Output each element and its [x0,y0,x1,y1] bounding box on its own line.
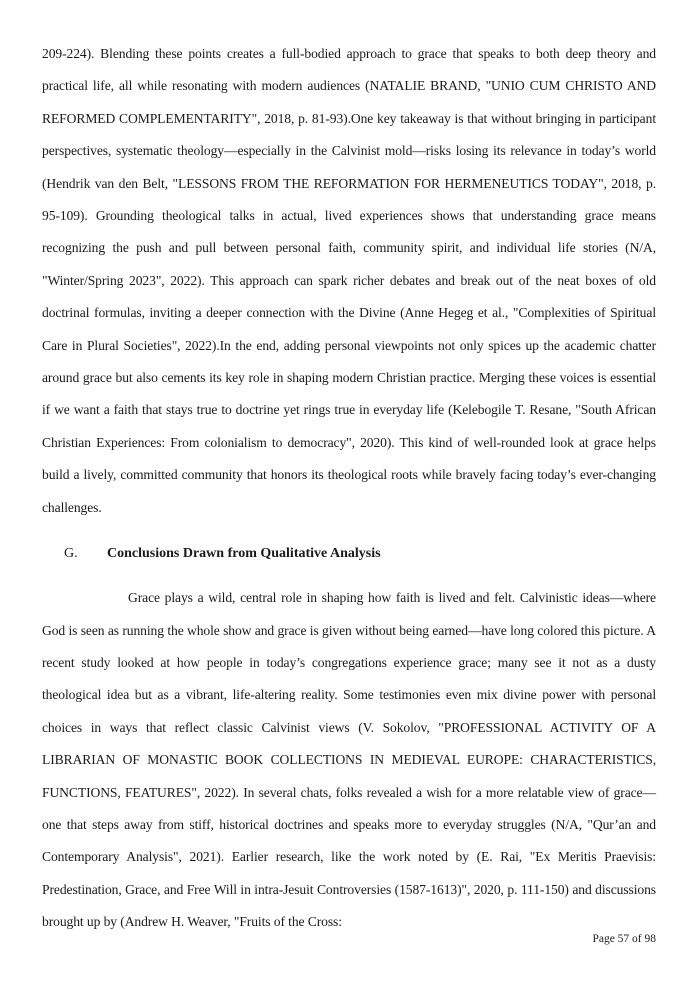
body-paragraph: 209-224). Blending these points creates a full-bodied approach to grace that speaks to both deep theory and practical life, all while resonating with modern audiences (NATALIE BRAND, "UNIO CUM CHRISTO AND REFORMED COMPLEMENTARITY", 2018, p. 81-93).One key takeaway is that without bringing in participant perspectives, systematic theology—especially in the Calvinist mold—risks losing its relevance in today’s world (Hendrik van den Belt, "LESSONS FROM THE REFORMATION FOR HERMENEUTICS TODAY", 2018, p. 95-109). Grounding theological talks in actual, lived experiences shows that understanding grace means recognizing the push and pull between personal faith, community spirit, and individual life stories (N/A, "Winter/Spring 2023", 2022). This approach can spark richer debates and break out of the neat boxes of old doctrinal formulas, inviting a deeper connection with the Divine (Anne Hegeg et al., "Complexities of Spiritual Care in Plural Societies", 2022).In the end, adding personal viewpoints not only spices up the academic chatter around grace but also cements its key role in shaping modern Christian practice. Merging these voices is essential if we want a faith that stays true to doctrine yet rings true in everyday life (Kelebogile T. Resane, "South African Christian Experiences: From colonialism to democracy", 2020). This kind of well-rounded look at grace helps build a lively, committed community that honors its theological roots while bravely facing today’s ever-changing challenges. [42,46,656,515]
section-title: Conclusions Drawn from Qualitative Analysis [107,546,381,562]
document-page [42,38,656,939]
body-paragraph: Grace plays a wild, central role in shaping how faith is lived and felt. Calvinistic ideas—where God is seen as running the whole show and grace is given without being earned—have long colored this picture. A recent study looked at how people in today’s congregations experience grace; many see it not as a dusty theological idea but as a vibrant, life-altering reality. Some testimonies even mix divine power with personal choices in ways that reflect classic Calvinist views (V. Sokolov, "PROFESSIONAL ACTIVITY OF A LIBRARIAN OF MONASTIC BOOK COLLECTIONS IN MEDIEVAL EUROPE: CHARACTERISTICS, FUNCTIONS, FEATURES", 2022). In several chats, folks revealed a wish for a more relatable view of grace—one that steps away from stiff, historical doctrines and speaks more to everyday struggles (N/A, "Qur’an and Contemporary Analysis", 2021). Earlier research, like the work noted by (E. Rai, "Ex Meritis Praevisis: Predestination, Grace, and Free Will in intra-Jesuit Controversies (1587-1613)", 2020, p. 111-150) and discussions brought up by (Andrew H. Weaver, "Fruits of the Cross: [42,590,656,930]
page-number-footer: Page 57 of 98 [592,933,656,945]
section-number: G. [64,546,78,562]
section-heading [42,546,656,574]
